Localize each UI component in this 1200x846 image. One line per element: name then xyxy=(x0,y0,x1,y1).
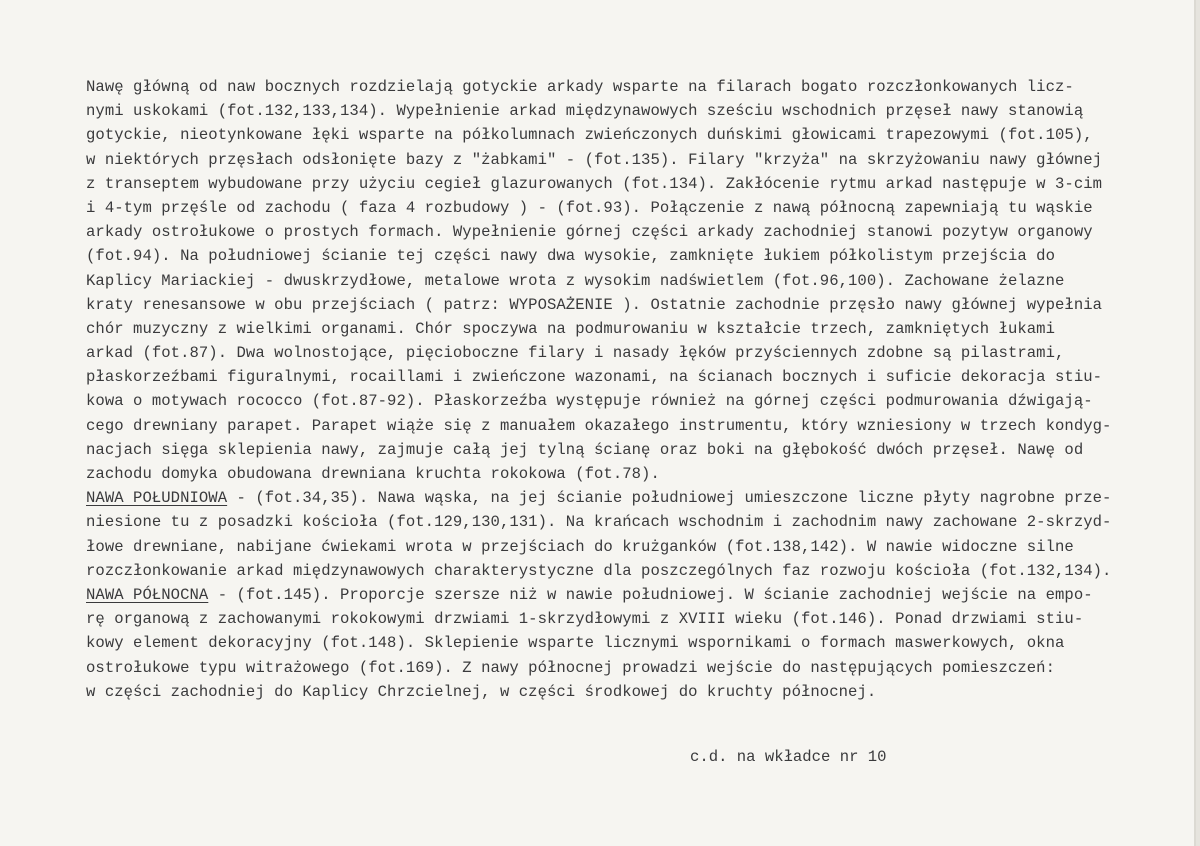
text-line: nacjach sięga sklepienia nawy, zajmuje całą jej tylną ścianę oraz boki na głębokość dwóch przęseł. Nawę od xyxy=(86,440,1084,459)
text-line: kowa o motywach rococco (fot.87-92). Płaskorzeźba występuje również na górnej części podmurowania dźwigają- xyxy=(86,392,1093,411)
text-line: arkady ostrołukowe o prostych formach. Wypełnienie górnej części arkady zachodniej stanowi pozytyw organowy xyxy=(86,223,1093,242)
north-aisle-heading: NAWA PÓŁNOCNA xyxy=(86,585,209,604)
text-line: ostrołukowe typu witrażowego (fot.169). Z nawy północnej prowadzi wejście do następujących pomieszczeń: xyxy=(86,658,1055,677)
text-line: w części zachodniej do Kaplicy Chrzcielnej, w części środkowej do kruchty północnej. xyxy=(86,682,877,701)
north-aisle-first-line xyxy=(86,583,1186,607)
page-edge xyxy=(1196,0,1200,846)
south-aisle-heading: NAWA POŁUDNIOWA xyxy=(86,489,228,508)
text-line: i 4-tym przęśle od zachodu ( faza 4 rozbudowy ) - (fot.93). Połączenie z nawą północną zapewniają tu wąskie xyxy=(86,198,1093,217)
text-line: Nawę główną od naw bocznych rozdzielają gotyckie arkady wsparte na filarach bogato rozczłonkowanych licz- xyxy=(86,78,1074,96)
text-line: zachodu domyka obudowana drewniana kruchta rokokowa (fot.78). xyxy=(86,465,660,483)
text-line: z transeptem wybudowane przy użyciu cegieł glazurowanych (fot.134). Zakłócenie rytmu arkad następuje w 3-cim xyxy=(86,174,1103,193)
text-line-fragment: - (fot.34,35). Nawa wąska, na jej ścianie południowej umieszczone liczne płyty nagrobne prze- xyxy=(227,489,1112,508)
text-line: w niektórych przęsłach odsłonięte bazy z "żabkami" - (fot.135). Filary "krzyża" na skrzyżowaniu nawy głównej xyxy=(86,150,1103,169)
text-line: gotyckie, nieotynkowane łęki wsparte na półkolumnach zwieńczonych duńskimi głowicami trapezowymi (fot.105), xyxy=(86,126,1093,145)
text-line: cego drewniany parapet. Parapet wiąże się z manuałem okazałego instrumentu, który wzniesiony w trzech kondyg- xyxy=(86,416,1112,435)
south-aisle-first-line xyxy=(86,486,1186,510)
text-line: arkad (fot.87). Dwa wolnostojące, pięcioboczne filary i nasady łęków przyściennych zdobne są pilastrami, xyxy=(86,344,1065,363)
page-body xyxy=(86,75,1186,704)
text-line: płaskorzeźbami figuralnymi, rocaillami i zwieńczone wazonami, na ścianach bocznych i suficie dekoracja stiu- xyxy=(86,368,1103,387)
continuation-note: c.d. na wkładce nr 10 xyxy=(690,748,887,766)
text-line: łowe drewniane, nabijane ćwiekami wrota w przejściach do krużganków (fot.138,142). W nawie widoczne silne xyxy=(86,537,1074,556)
text-line: (fot.94). Na południowej ścianie tej części nawy dwa wysokie, zamknięte łukiem półkolistym przejścia do xyxy=(86,247,1055,266)
text-line: rozczłonkowanie arkad międzynawowych charakterystyczne dla poszczególnych faz rozwoju kościoła (fot.132,134). xyxy=(86,561,1112,580)
text-line: niesione tu z posadzki kościoła (fot.129,130,131). Na krańcach wschodnim i zachodnim nawy zachowane 2-skrzyd- xyxy=(86,513,1112,532)
text-line-fragment: - (fot.145). Proporcje szersze niż w nawie południowej. W ścianie zachodniej wejście na empo- xyxy=(208,585,1093,604)
text-line: Kaplicy Mariackiej - dwuskrzydłowe, metalowe wrota z wysokim nadświetlem (fot.96,100). Zachowane żelazne xyxy=(86,271,1065,290)
text-line: rę organową z zachowanymi rokokowymi drzwiami 1-skrzydłowymi z XVIII wieku (fot.146). Ponad drzwiami stiu- xyxy=(86,610,1084,629)
text-line: kowy element dekoracyjny (fot.148). Sklepienie wsparte licznymi wspornikami o formach maswerkowych, okna xyxy=(86,634,1065,653)
text-line: nymi uskokami (fot.132,133,134). Wypełnienie arkad międzynawowych sześciu wschodnich przęseł nawy stanowią xyxy=(86,102,1084,121)
text-line: kraty renesansowe w obu przejściach ( patrz: WYPOSAŻENIE ). Ostatnie zachodnie przęsło nawy głównej wypełnia xyxy=(86,295,1103,314)
text-line: chór muzyczny z wielkimi organami. Chór spoczywa na podmurowaniu w kształcie trzech, zamkniętych łukami xyxy=(86,319,1055,338)
